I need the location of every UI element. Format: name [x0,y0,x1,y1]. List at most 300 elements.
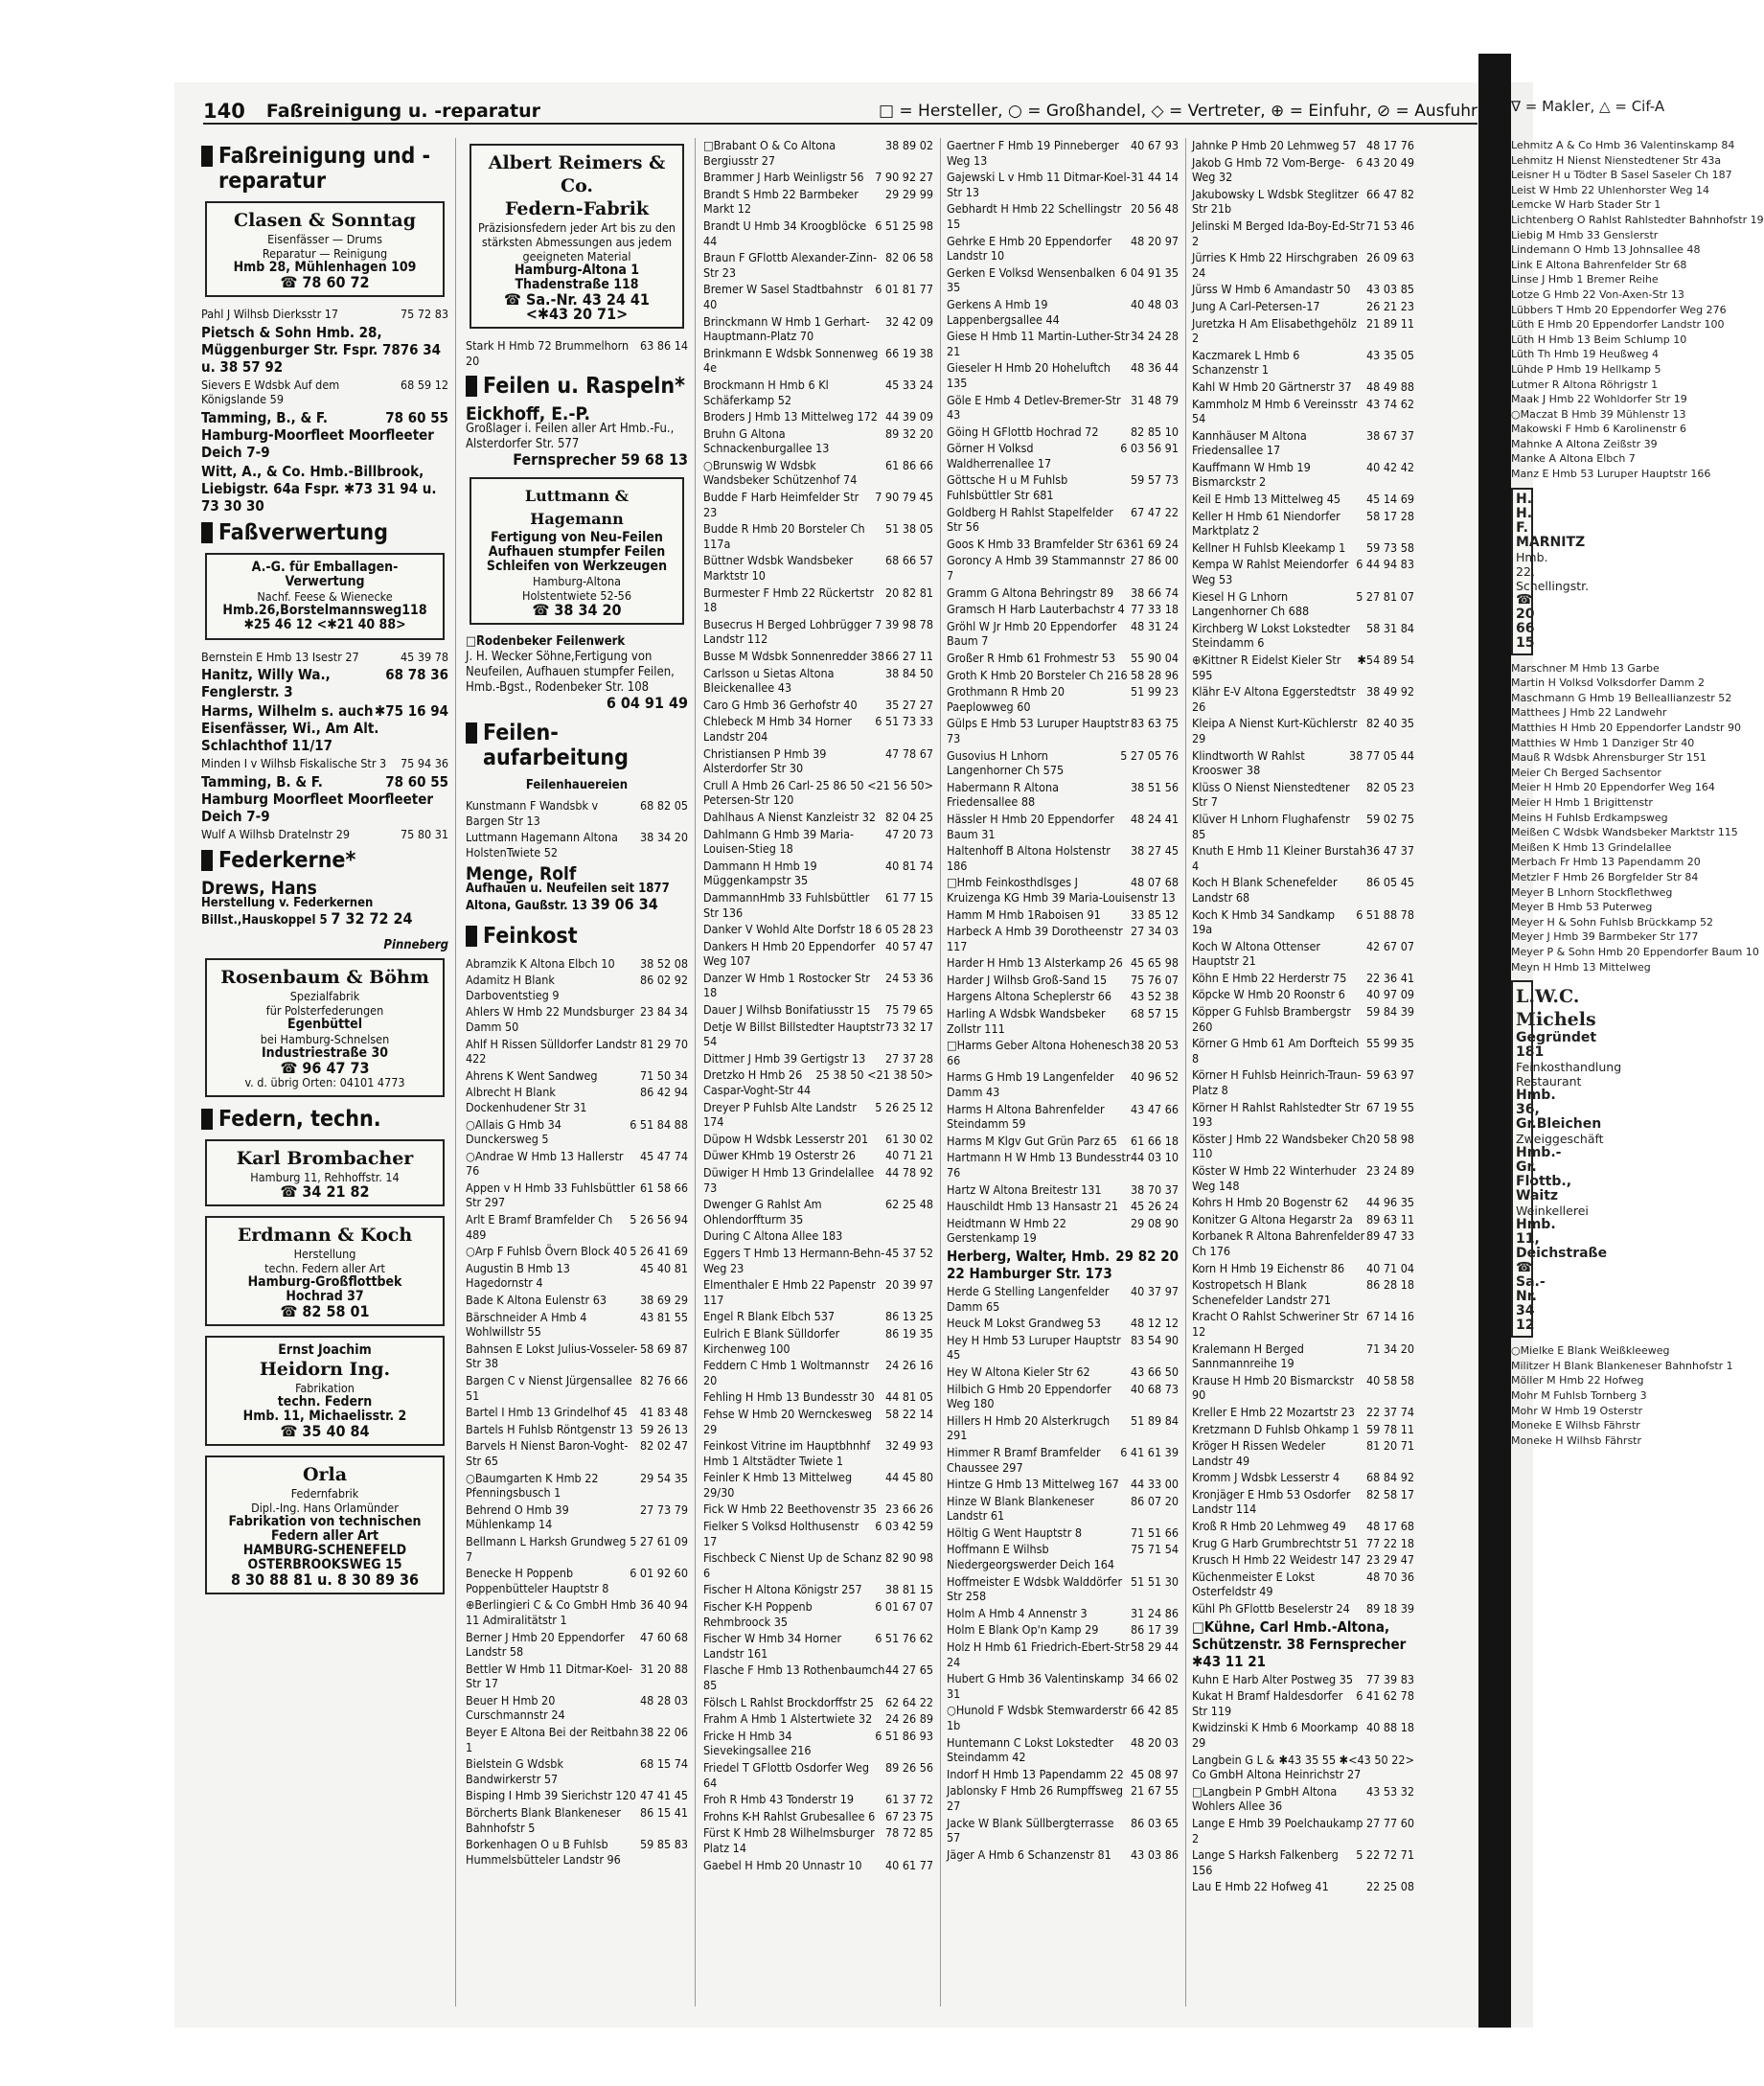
entry-text: Kleipa A Nienst Kurt-Küchlerstr 29 [1192,716,1358,745]
entry-text: Fricke H Hmb 34 Sievekingsallee 216 [703,1728,812,1758]
entry-text: Kukat H Bramf Haldesdorfer Str 119 [1192,1688,1343,1718]
phone-number: 83 63 75 [1130,716,1179,731]
directory-entry [201,702,448,754]
directory-entry [703,859,933,888]
directory-entry [703,890,933,920]
entry-text: Flasche F Hmb 13 Rothenbaumch 85 [703,1662,885,1692]
phone-number: 38 22 06 [639,1725,688,1740]
phone-number: 43 74 62 [1365,396,1414,411]
directory-entry: Mauß R Wdsbk Ahrensburger Str 151 [1511,751,1707,765]
ad-menge: Menge, Rolf Aufhauen u. Neufeilen seit 1877 Altona, Gaußstr. 13 39 06 34 [466,862,670,913]
directory-entry [466,973,688,1002]
entry-text: Barvels H Nienst Baron-Voght-Str 65 [466,1438,629,1468]
entry-text: Kostropetsch H Blank Schenefelder Landstr 271 [1192,1277,1332,1307]
directory-entry [947,1102,1179,1132]
directory-entry [466,1597,688,1627]
phone-number: 38 66 74 [1130,585,1179,600]
phone-number: 62 25 48 [884,1197,933,1212]
directory-entry: Meyer B Hmb 53 Puterweg [1511,901,1653,914]
entry-text: Brandt S Hmb 22 Barmbeker Markt 12 [703,186,859,217]
entry-text: Feinkost Vitrine im Hauptbhnhf Hmb 1 Altstädter Twiete 1 [703,1438,871,1468]
directory-entry [703,426,933,456]
entry-text: ○Allais G Hmb 34 Dunckersweg 5 [466,1116,561,1147]
entry-text: Grothmann R Hmb 20 Paeplowweg 60 [947,684,1065,714]
directory-entry [1192,1601,1414,1616]
entry-text: Luttmann Hagemann Altona HolstenTwiete 52 [466,830,618,860]
ad-heidorn: Ernst Joachim Heidorn Ing. Fabrikation techn. Federn Hmb. 11, Michaelisstr. 2 ☎ 35 40 84 [205,1336,445,1446]
phone-number: 48 20 97 [1130,233,1179,248]
phone-number: 45 47 74 [639,1148,688,1163]
phone-number: 55 99 35 [1365,1036,1414,1051]
phone-number: 82 06 58 [884,250,933,265]
ad-marnitz: H. H. F. MARNITZ Hmb. 22, Schellingstr. ☎ 20 66 15 [1511,488,1533,655]
entry-text: Kaczmarek L Hmb 6 Schanzenstr 1 [1192,347,1300,378]
entry-text: Klüss O Nienst Nienstedtener Str 7 [1192,779,1350,810]
phone-number: 6 41 61 39 [1120,1444,1179,1459]
entry-text: Danzer W Hmb 1 Rostocker Str 18 [703,970,871,1000]
phone-number: 68 78 36 [385,666,448,684]
entry-text: Beuer H Hmb 20 Curschmannstr 24 [466,1692,565,1723]
phone-number: 6 01 81 77 [875,282,933,297]
directory-entry [1192,1879,1414,1894]
directory-entry [703,1695,933,1710]
directory-entry [1192,1261,1414,1276]
entry-text: Engel R Blank Elbch 537 [703,1309,836,1324]
directory-entry: Mohr W Hmb 19 Osterstr [1511,1404,1643,1417]
entry-text: Huntemann C Lokst Lokstedter Steindamm 42 [947,1734,1114,1765]
directory-entry [1192,379,1414,395]
directory-entry: Meyer B Lnhorn Stockflethweg [1511,885,1673,899]
entry-text: Konitzer G Altona Hegarstr 2a [1192,1211,1353,1226]
entry-text: Brinkmann E Wdsbk Sonnenweg 4e [703,345,879,376]
entry-text: Ahrens K Went Sandweg [466,1067,598,1083]
directory-entry [947,1069,1179,1099]
phone-number: 82 90 98 [884,1550,933,1566]
entry-text: Klüver H Lnhorn Flughafenstr 85 [1192,811,1350,841]
phone-number: 23 29 47 [1365,1552,1414,1568]
entry-text: Bellmann L Harksh Grundweg 7 [466,1533,627,1564]
phone-number: 40 48 03 [1130,296,1179,311]
phone-number: 29 29 99 [884,186,933,201]
phone-number: 38 70 37 [1130,1181,1179,1197]
phone-number: 48 12 12 [1130,1316,1179,1331]
entry-text: □Langbein P GmbH Altona Wohlers Allee 36 [1192,1783,1338,1814]
directory-entry [947,651,1179,666]
directory-entry [1192,1552,1414,1568]
phone-number: 55 90 04 [1130,651,1179,665]
directory-entry [703,1020,933,1049]
phone-number: 48 31 24 [1130,618,1179,633]
phone-number: 42 67 07 [1365,938,1414,953]
directory-entry [466,798,688,828]
entry-text: Feinler K Hmb 13 Mittelweg 29/30 [703,1470,853,1500]
entry-text: Pietsch & Sohn Hmb. 28, Müggenburger Str. Fspr. 7876 34 u. 38 57 92 [201,323,442,376]
phone-number: 6 01 67 07 [875,1599,933,1615]
directory-entry [947,329,1179,358]
phone-number: 59 78 11 [1365,1421,1414,1436]
phone-number: 75 94 36 [400,756,448,771]
phone-number: 38 34 20 [639,830,688,845]
entry-text: Kracht O Rahlst Schweriner Str 12 [1192,1309,1359,1339]
directory-entry [703,1407,933,1436]
directory-entry [703,1582,933,1597]
directory-entry: Makowski F Hmb 6 Karolinenstr 6 [1511,423,1687,436]
entry-text: Benecke H Poppenb Poppenbütteler Hauptstr 8 [466,1566,609,1595]
directory-entry [201,827,448,842]
phone-number: 43 47 66 [1130,1101,1179,1116]
directory-entry [1192,138,1414,153]
phone-number: 44 78 92 [884,1165,933,1180]
phone-number: 27 37 28 [884,1050,933,1066]
ad-michels: L.W.C. Michels Gegründet 181 Feinkosthandlung Restaurant Hmb. 36, Gr.Bleichen Zweiggeschäft Hmb.-Gr. Flottb., Waitz Weinkellerei Hmb. 11, Deichstraße ☎ Sa.-Nr. 34 12 [1511,980,1533,1338]
entry-text: Gaertner F Hmb 19 Pinneberger Weg 13 [947,138,1119,168]
entry-text: Jelinski M Berged Ida-Boy-Ed-Str 2 [1192,218,1365,248]
entry-text: Göttsche H u M Fuhlsb Fuhlsbüttler Str 681 [947,472,1068,503]
entry-text: □Harms Geber Altona Hohenesch 66 [947,1038,1130,1067]
ad-emballagen: A.-G. für Emballagen-Verwertung Nachf. Feese & Wienecke Hmb.26,Borstelmannsweg118 ✱25 46 12 <✱21 40 88> [205,553,445,640]
entry-text: Minden I v Wilhsb Fiskalische Str 3 [201,756,387,771]
entry-text: Hubert G Hmb 36 Valentinskamp 31 [947,1671,1125,1701]
entry-text: Caro G Hmb 36 Gerhofstr 40 [703,697,858,712]
entry-text: Fielker S Volksd Holthusenstr 17 [703,1519,859,1548]
directory-entry [947,472,1179,502]
entry-text: Jürries K Hmb 22 Hirschgraben 24 [1192,250,1359,280]
directory-entry [1192,1405,1414,1420]
directory-entry [947,619,1179,649]
ad-eickhoff: Eickhoff, E.-P. Großlager i. Feilen aller Art Hmb.-Fu., Alsterdorfer Str. 577 Fernsprecher 59 68 13 [466,403,688,470]
entry-list [466,338,688,368]
phone-number: 6 03 42 59 [875,1519,933,1534]
phone-number: 44 39 09 [884,409,933,424]
entry-list [1192,138,1414,1894]
phone-number: 89 47 33 [1365,1228,1414,1244]
directory-entry [1192,1100,1414,1130]
directory-entry [947,1735,1179,1765]
entry-text: □Brabant O & Co Altona Bergiusstr 27 [703,138,836,168]
place-heading: Pinneberg [383,937,448,952]
phone-number: 32 42 09 [884,313,933,329]
entry-text: ○Andrae W Hmb 13 Hallerstr 76 [466,1148,624,1179]
phone-number: 26 21 23 [1365,298,1414,313]
entry-text: ○Baumgarten K Hmb 22 Pfenningsbusch 1 [466,1470,599,1501]
directory-entry [703,1358,933,1387]
entry-text: Haltenhoff B Altona Holstenstr 186 [947,843,1111,873]
entry-text: Kreller E Hmb 22 Mozartstr 23 [1192,1404,1355,1419]
book-spine-top [1478,54,1511,82]
directory-entry [703,1438,933,1468]
entry-text: Gaebel H Hmb 20 Unnastr 10 [703,1857,862,1872]
phone-number: 59 26 13 [639,1421,688,1436]
entry-text: Burmester F Hmb 22 Rückertstr 18 [703,585,875,615]
directory-entry [947,1622,1179,1638]
directory-entry: Lübbers T Hmb 20 Eppendorfer Weg 276 [1511,303,1727,316]
entry-text: Habermann R Altona Friedensallee 88 [947,779,1059,810]
directory-entry [1192,1212,1414,1227]
phone-number: 22 36 41 [1365,970,1414,985]
phone-number: 44 03 10 [1130,1150,1179,1165]
entry-text: Hauschildt Hmb 13 Hansastr 21 [947,1199,1119,1214]
phone-number: 20 58 98 [1365,1131,1414,1146]
next-page-column [1511,98,1764,2016]
directory-entry [703,1389,933,1405]
directory-entry [947,1639,1179,1669]
directory-entry [1192,1487,1414,1517]
directory-entry [947,1703,1179,1732]
entry-text: Keil E Hmb 13 Mittelweg 45 [1192,492,1340,507]
phone-number: 20 82 81 [884,585,933,600]
directory-entry [466,1068,688,1084]
directory-entry [947,1606,1179,1621]
phone-number: 27 77 60 [1365,1815,1414,1830]
phone-number: 66 42 85 [1130,1703,1179,1718]
phone-number: 51 89 84 [1130,1412,1179,1428]
directory-entry: Meyer P & Sohn Hmb 20 Eppendorfer Baum 10 [1511,945,1759,958]
entry-text: Harbeck A Hmb 39 Dorotheenstr 117 [947,924,1123,953]
phone-number: 29 82 20 [1115,1247,1179,1265]
directory-entry [703,939,933,969]
directory-entry [703,1309,933,1324]
phone-number: 67 14 16 [1365,1309,1414,1324]
directory-entry [466,1244,688,1259]
phone-number: 45 08 97 [1130,1766,1179,1781]
directory-entry [1192,1816,1414,1845]
directory-entry [703,378,933,407]
directory-entry [703,458,933,488]
directory-entry: Lüth H Hmb 13 Beim Schlump 10 [1511,332,1687,346]
entry-text: ○Arp F Fuhlsb Övern Block 40 [466,1244,628,1259]
phone-number: 61 77 15 [884,889,933,905]
directory-entry [703,1326,933,1356]
entry-text: Behrend O Hmb 39 Mühlenkamp 14 [466,1501,569,1532]
entry-text: Dretzko H Hmb 26 Caspar-Voght-Str 44 [703,1067,812,1098]
phone-number: 71 50 34 [639,1067,688,1083]
directory-entry [703,1277,933,1307]
directory-entry [1192,397,1414,426]
page-title: Faßreinigung u. -reparatur [265,101,540,122]
phone-number: 45 40 81 [639,1260,688,1275]
ad-orla: Orla Federnfabrik Dipl.-Ing. Hans Orlamünder Fabrikation von technischen Federn aller Art HAMBURG-SCHENEFELD OSTERBROOKSWEG 15 8 30 88 81 u. 8 30 89 36 [205,1456,445,1594]
directory-entry: Lehmitz H Nienst Nienstedtener Str 43a [1511,153,1722,167]
entry-text: Fischer K-H Poppenb Rehmbroock 35 [703,1599,813,1629]
phone-number: 5 27 81 07 [1356,588,1414,604]
entry-text: Tamming, B., & F. Hamburg-Moorfleet Moorfleeter Deich 7-9 [201,408,434,461]
phone-number: 68 84 92 [1365,1470,1414,1485]
directory-entry [703,1470,933,1500]
phone-number: 59 02 75 [1365,811,1414,826]
entry-text: Froh R Hmb 43 Tonderstr 19 [703,1792,855,1807]
phone-number: 40 57 47 [884,938,933,953]
phone-number: 29 08 90 [1130,1215,1179,1230]
directory-entry [947,989,1179,1004]
directory-entry [947,780,1179,810]
directory-entry [1192,907,1414,937]
directory-entry: Meyer H & Sohn Fuhlsb Brückkamp 52 [1511,915,1714,928]
directory-entry [703,922,933,937]
directory-entry [1192,557,1414,586]
directory-entry [703,1599,933,1629]
directory-entry [703,746,933,776]
phone-number: 6 51 86 93 [875,1728,933,1743]
phone-number: 86 28 18 [1365,1277,1414,1293]
entry-text: Hillers H Hmb 20 Alsterkrugch 291 [947,1412,1111,1443]
ad-erdmann: Erdmann & Koch Herstellung techn. Federn aller Art Hamburg-Großflottbek Hochrad 37 ☎ 82 58 01 [205,1216,445,1326]
directory-entry [703,218,933,248]
entry-text: Korbanek R Altona Bahrenfelder Ch 176 [1192,1228,1365,1258]
directory-entry [703,170,933,185]
directory-entry [1192,1004,1414,1034]
phone-number: 66 27 11 [884,649,933,663]
entry-text: Beyer E Altona Bei der Reitbahn 1 [466,1725,639,1754]
phone-number: 29 54 35 [639,1470,688,1485]
directory-entry [703,778,933,808]
directory-entry [1192,1438,1414,1468]
directory-entry [466,1805,688,1835]
entry-text: Lange E Hmb 39 Poelchaukamp 2 [1192,1815,1363,1845]
entry-text: Stark H Hmb 72 Brummelhorn 20 [466,338,630,368]
phone-number: 40 67 93 [1130,138,1179,152]
directory-entry: ○Mielke E Blank Weißkleeweg [1511,1344,1670,1358]
directory-entry [947,1248,1179,1282]
directory-entry [466,1037,688,1066]
phone-number: 45 37 52 [884,1245,933,1260]
phone-number: 40 88 18 [1365,1720,1414,1735]
entry-text: Köpcke W Hmb 20 Roonstr 6 [1192,987,1345,1002]
phone-number: 51 99 23 [1130,684,1179,699]
phone-number: 40 37 97 [1130,1283,1179,1298]
phone-number: 48 28 03 [639,1692,688,1708]
directory-entry [1192,1570,1414,1599]
phone-number: 25 38 50 <21 38 50> [815,1067,933,1083]
directory-entry [703,649,933,664]
directory-entry [703,1197,933,1226]
directory-entry [947,1542,1179,1571]
entry-text: Abramzik K Altona Elbch 10 [466,955,615,971]
directory-entry [201,773,448,825]
phone-number: 77 39 83 [1365,1671,1414,1686]
phone-number: 83 54 90 [1130,1332,1179,1347]
phone-number: 82 02 47 [639,1438,688,1454]
phone-number: 6 51 76 62 [875,1631,933,1646]
directory-entry [1192,316,1414,346]
directory-entry [1192,1847,1414,1877]
entry-text: Gusovius H Lnhorn Langenhorner Ch 575 [947,747,1065,778]
phone-number: 48 24 41 [1130,811,1179,826]
entry-text: Groth K Hmb 20 Borsteler Ch 216 [947,667,1128,682]
directory-entry [703,1100,933,1130]
entry-text: Appen v H Hmb 33 Fuhlsbüttler Str 297 [466,1180,635,1210]
entry-text: Höltig G Went Hauptstr 8 [947,1524,1083,1540]
entry-text: Bade K Altona Eulenstr 63 [466,1293,607,1308]
directory-entry [947,1767,1179,1782]
directory-entry: ○Maczat B Hmb 39 Mühlenstr 13 [1511,407,1686,421]
entry-text: Hey H Hmb 53 Luruper Hauptstr 45 [947,1332,1121,1363]
phone-number: 6 51 88 78 [1356,906,1414,922]
entry-text: Carlsson u Sietas Altona Bleickenallee 43 [703,665,835,696]
phone-number: 51 38 05 [884,521,933,537]
phone-number: 20 39 97 [884,1277,933,1293]
entry-text: Hintze G Hmb 13 Mittelweg 167 [947,1477,1119,1492]
directory-entry [947,360,1179,390]
entry-list [703,138,933,1872]
ad-reimers: Albert Reimers & Co. Federn-Fabrik Präzisionsfedern jeder Art bis zu den stärksten Abmessungen aus jedem geeigneten Material Hamburg-Altona 1 Thadenstraße 118 ☎ Sa.-Nr. 43 24 41 <✱43 20 71> [470,144,684,329]
phone-number: 66 47 82 [1365,186,1414,201]
entry-text: Witt, A., & Co. Hmb.-Billbrook, Liebigstr. 64a Fspr. ✱73 31 94 u. 73 30 30 [201,462,437,515]
phone-number: 38 84 50 [884,665,933,680]
entry-text: Lange S Harksh Falkenberg 156 [1192,1847,1339,1877]
directory-entry [466,1310,688,1340]
directory-entry [703,1067,933,1097]
directory-entry [703,810,933,825]
phone-number: ✱54 89 54 [1357,653,1414,667]
entry-text: Busecrus H Berged Lohbrügger Landstr 112 [703,616,872,647]
phone-number: 82 40 35 [1365,716,1414,731]
phone-number: 48 49 88 [1365,378,1414,394]
directory-entry [1192,1341,1414,1371]
directory-entry [1192,540,1414,556]
directory-entry [947,1038,1179,1067]
phone-number: 40 68 73 [1130,1381,1179,1396]
entry-list [1511,661,1759,974]
entry-text: Harling A Wdsbk Wandsbeker Zollstr 111 [947,1006,1106,1036]
entry-text: Holz H Hmb 61 Friedrich-Ebert-Str 24 [947,1639,1130,1669]
entry-text: Gülps E Hmb 53 Luruper Hauptstr 73 [947,716,1130,745]
phone-number: 20 56 48 [1130,201,1179,217]
entry-text: Kröger H Rissen Wedeler Landstr 49 [1192,1438,1326,1468]
entry-text: Fehling H Hmb 13 Bundesstr 30 [703,1389,875,1405]
entry-text: Sievers E Wdsbk Auf dem Königslande 59 [201,377,340,407]
entry-text: Dahlhaus A Nienst Kanzleistr 32 [703,809,877,824]
phone-number: 89 32 20 [884,425,933,441]
entry-text: Bärschneider A Hmb 4 Wohlwillstr 55 [466,1309,587,1340]
entry-text: Arlt E Bramf Bramfelder Ch 489 [466,1212,613,1242]
entry-text: Langbein G L & Co GmbH Altona Heinrichstr 27 [1192,1752,1362,1782]
phone-number: 6 51 73 33 [875,714,933,729]
phone-number: 41 83 48 [639,1405,688,1420]
entry-text: Köpper G Fuhlsb Brambergstr 260 [1192,1004,1351,1034]
directory-entry [1192,1753,1414,1782]
phone-number: 40 81 74 [884,858,933,873]
phone-number: 45 39 78 [400,649,448,664]
entry-text: Krause H Hmb 20 Bismarckstr 90 [1192,1372,1354,1403]
phone-number: 82 58 17 [1365,1486,1414,1501]
directory-entry [1192,939,1414,969]
directory-entry [947,1413,1179,1443]
phone-number: 75 79 65 [884,1002,933,1018]
phone-number: 61 37 72 [884,1792,933,1807]
directory-entry [703,187,933,217]
entry-text: Kahl W Hmb 20 Gärtnerstr 37 [1192,378,1352,394]
directory-entry [466,956,688,972]
phone-number: 68 15 74 [639,1756,688,1772]
directory-entry: Lichtenberg O Rahlst Rahlstedter Bahnhofstr 19 [1511,213,1764,226]
directory-entry [466,1438,688,1468]
entry-text: Jakob G Hmb 72 Vom-Berge-Weg 32 [1192,154,1345,185]
directory-entry [947,170,1179,199]
directory-entry [1192,716,1414,745]
phone-number: 27 34 03 [1130,924,1179,939]
directory-entry [466,1341,688,1371]
phone-number: 71 51 66 [1130,1524,1179,1540]
entry-text: Bernstein E Hmb 13 Isestr 27 [201,649,359,664]
entry-text: Kronjäger E Hmb 53 Osdorfer Landstr 114 [1192,1486,1351,1517]
entry-text: Göle E Hmb 4 Detlev-Bremer-Str 43 [947,392,1121,423]
entry-text: Broders J Hmb 13 Mittelweg 172 [703,409,878,424]
entry-text: Görner H Volksd Waldherrenallee 17 [947,441,1052,470]
entry-text: Ahlf H Rissen Sülldorfer Landstr 422 [466,1036,637,1066]
phone-number: 24 26 89 [884,1711,933,1727]
phone-number: 23 24 89 [1365,1163,1414,1178]
directory-entry [703,250,933,280]
